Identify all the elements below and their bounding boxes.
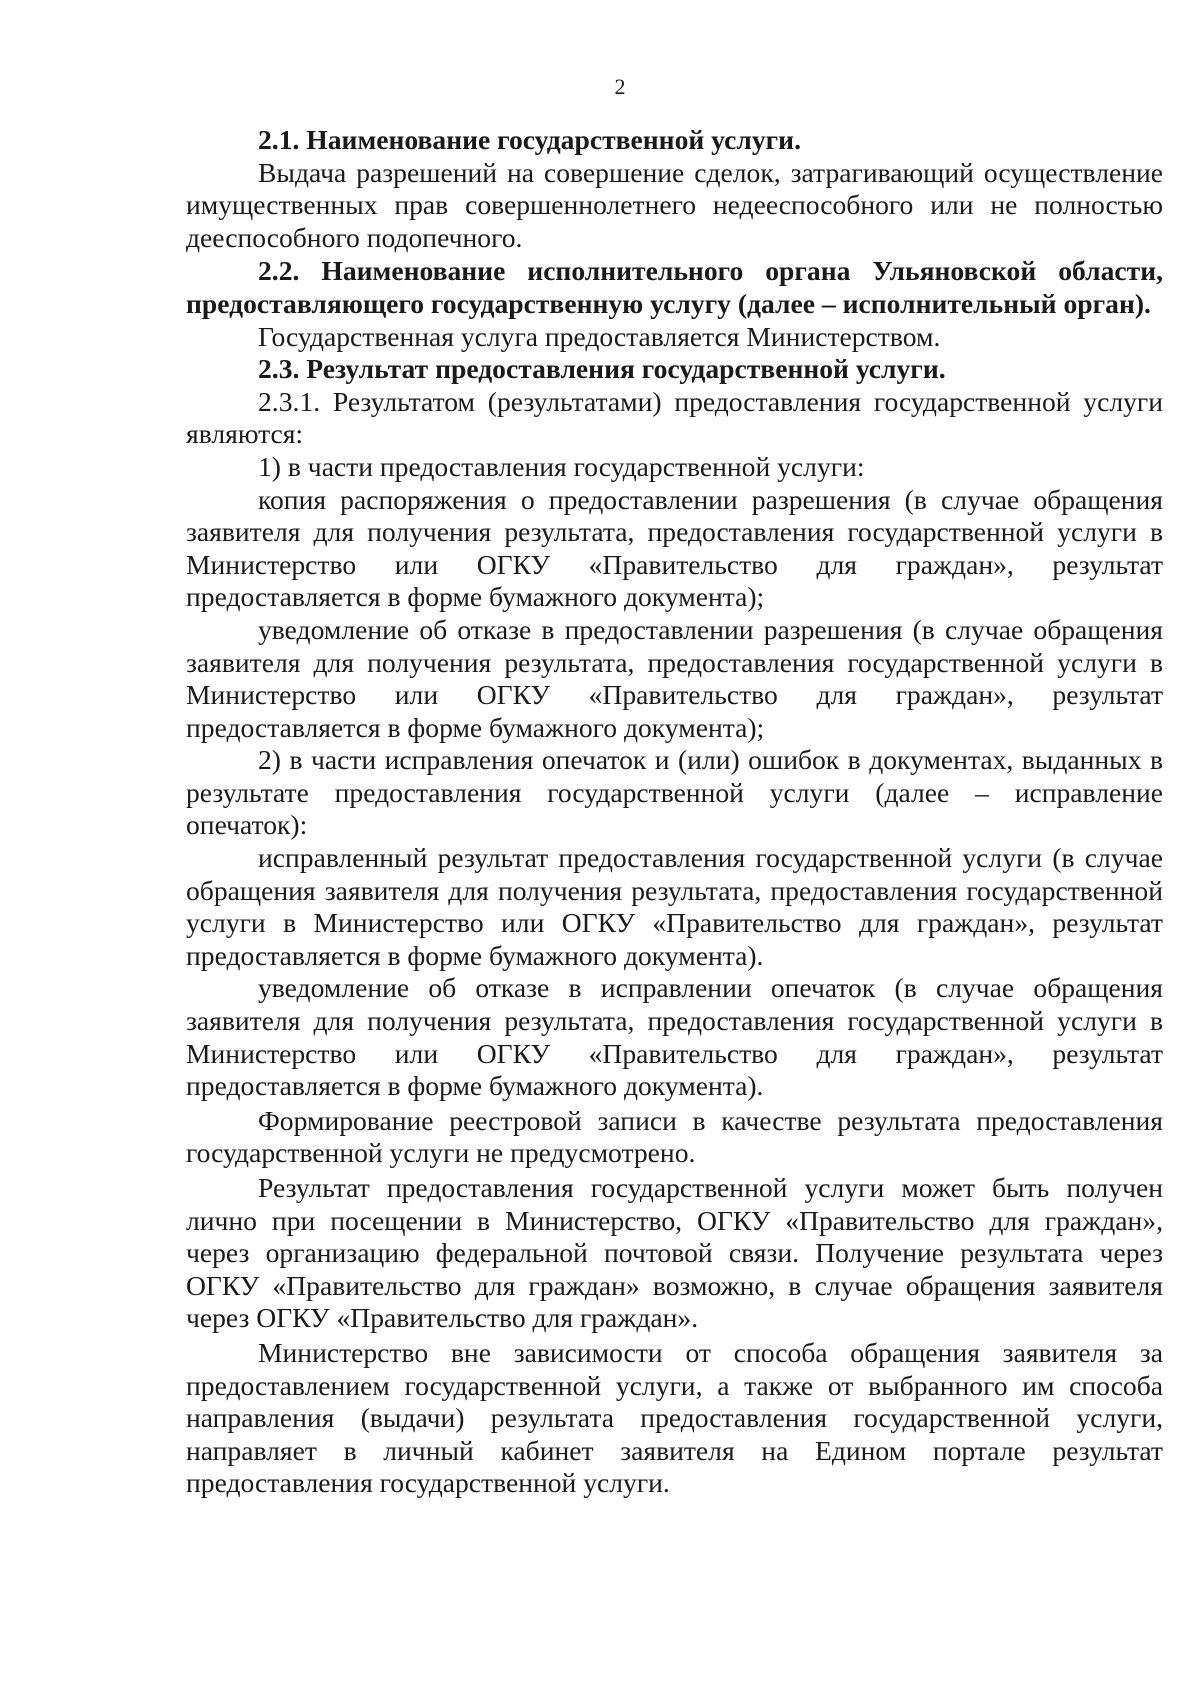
paragraph-personal-cabinet: Министерство вне зависимости от способа обращения заявителя за предоставлением государственной услуги, а также от выбранного им способа направления (выдачи) результата предоставления государственной услуги, направляет в личный кабинет заявителя на Едином портале результат предоставления государственной услуги. (186, 1336, 1163, 1499)
heading-2-1: 2.1. Наименование государственной услуги. (258, 124, 801, 155)
paragraph-service-name: Выдача разрешений на совершение сделок, затрагивающий осуществление имущественных прав совершеннолетнего недееспособного или не полностью дееспособного подопечного. (186, 156, 1163, 253)
paragraph-receipt-methods: Результат предоставления государственной услуги может быть получен лично при посещении в Министерство, ОГКУ «Правительство для граждан», через организацию федеральной почтовой связи. Получение результата через ОГКУ «Правительство для граждан» возможно, в случае обращения заявителя через ОГКУ «Правительство для граждан». (186, 1172, 1163, 1334)
paragraph-registry-record: Формирование реестровой записи в качестве результата предоставления государственной услуги не предусмотрено. (186, 1104, 1163, 1169)
paragraph-provider: Государственная услуга предоставляется Министерством. (258, 320, 941, 352)
paragraph-2-3-1: 2.3.1. Результатом (результатами) предоставления государственной услуги являются: (186, 385, 1163, 450)
list-item-1: 1) в части предоставления государственной услуги: (258, 450, 865, 482)
heading-2-2: 2.2. Наименование исполнительного органа Ульяновской области, предоставляющего государственную услугу (далее – исполнительный орган). (186, 255, 1163, 319)
document-body (186, 124, 1163, 1500)
paragraph-corrected-result: исправленный результат предоставления государственной услуги (в случае обращения заявителя для получения результата, предоставления государственной услуги в Министерство или ОГКУ «Правительство для граждан», результат предоставляется в форме бумажного документа). (186, 842, 1163, 971)
paragraph-correction-refusal: уведомление об отказе в исправлении опечаток (в случае обращения заявителя для получения результата, предоставления государственной услуги в Министерство или ОГКУ «Правительство для граждан», результат предоставляется в форме бумажного документа). (186, 972, 1163, 1102)
paragraph-refusal-notice: уведомление об отказе в предоставлении разрешения (в случае обращения заявителя для получения результата, предоставления государственной услуги в Министерство или ОГКУ «Правительство для граждан», результат предоставляется в форме бумажного документа); (186, 613, 1163, 743)
paragraph-copy-of-order: копия распоряжения о предоставлении разрешения (в случае обращения заявителя для получения результата, предоставления государственной услуги в Министерство или ОГКУ «Правительство для граждан», результат предоставляется в форме бумажного документа); (186, 483, 1163, 613)
list-item-2: 2) в части исправления опечаток и (или) ошибок в документах, выданных в результате предоставления государственной услуги (далее – исправление опечаток): (186, 744, 1163, 841)
heading-2-3: 2.3. Результат предоставления государственной услуги. (258, 353, 946, 385)
page-number: 2 (614, 74, 626, 99)
